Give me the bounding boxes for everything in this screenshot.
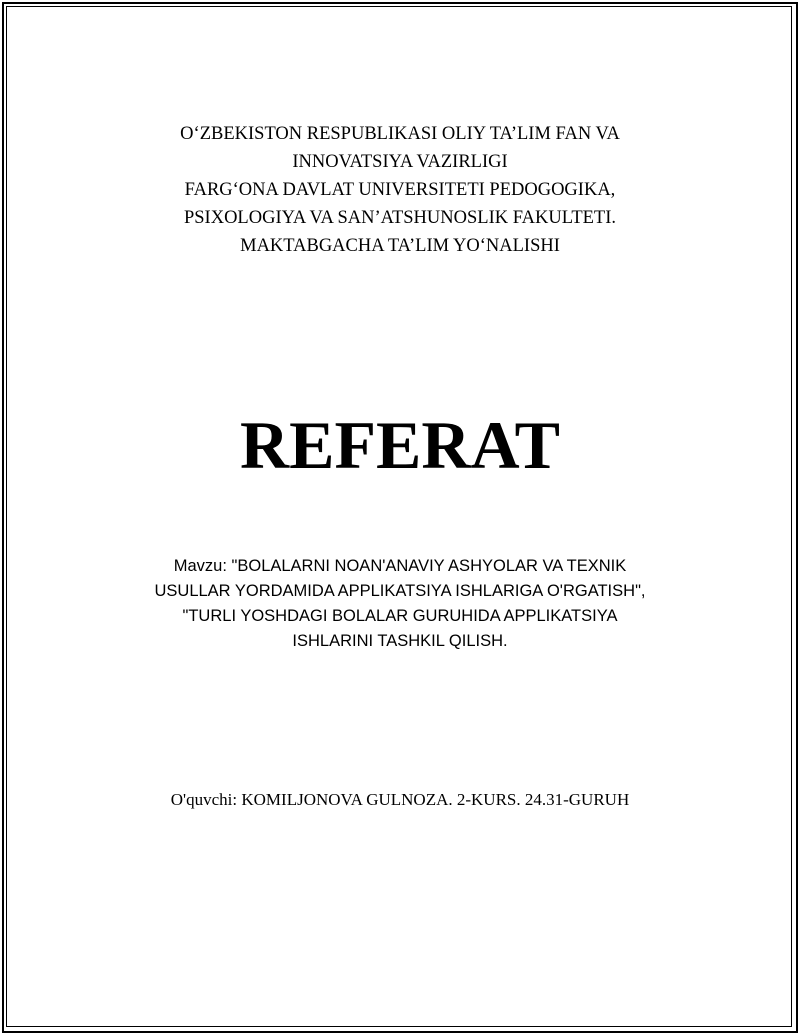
header-line-2: INNOVATSIYA VAZIRLIGI bbox=[292, 152, 508, 172]
topic-line-2: USULLAR YORDAMIDA APPLIKATSIYA ISHLARIGA O'RGATISH", bbox=[154, 582, 646, 600]
student-line: O'quvchi: KOMILJONOVA GULNOZA. 2-KURS. 24.31-GURUH bbox=[170, 790, 630, 809]
institution-header bbox=[0, 120, 800, 260]
student-info bbox=[0, 787, 800, 813]
document-title: REFERAT bbox=[240, 407, 560, 483]
topic-line-4: ISHLARINI TASHKIL QILISH. bbox=[292, 632, 508, 650]
header-line-4: PSIXOLOGIYA VA SAN’ATSHUNOSLIK FAKULTETI. bbox=[183, 208, 617, 228]
topic-line-1: Mavzu: "BOLALARNI NOAN'ANAVIY ASHYOLAR VA TEXNIK bbox=[173, 557, 627, 575]
header-line-5: MAKTABGACHA TA’LIM YO‘NALISHI bbox=[240, 236, 560, 256]
header-line-3: FARG‘ONA DAVLAT UNIVERSITETI PEDOGOGIKA, bbox=[184, 180, 616, 200]
header-line-1: O‘ZBEKISTON RESPUBLIKASI OLIY TA’LIM FAN VA bbox=[180, 124, 620, 144]
topic-line-3: "TURLI YOSHDAGI BOLALAR GURUHIDA APPLIKATSIYA bbox=[182, 607, 618, 625]
topic-block bbox=[0, 554, 800, 654]
